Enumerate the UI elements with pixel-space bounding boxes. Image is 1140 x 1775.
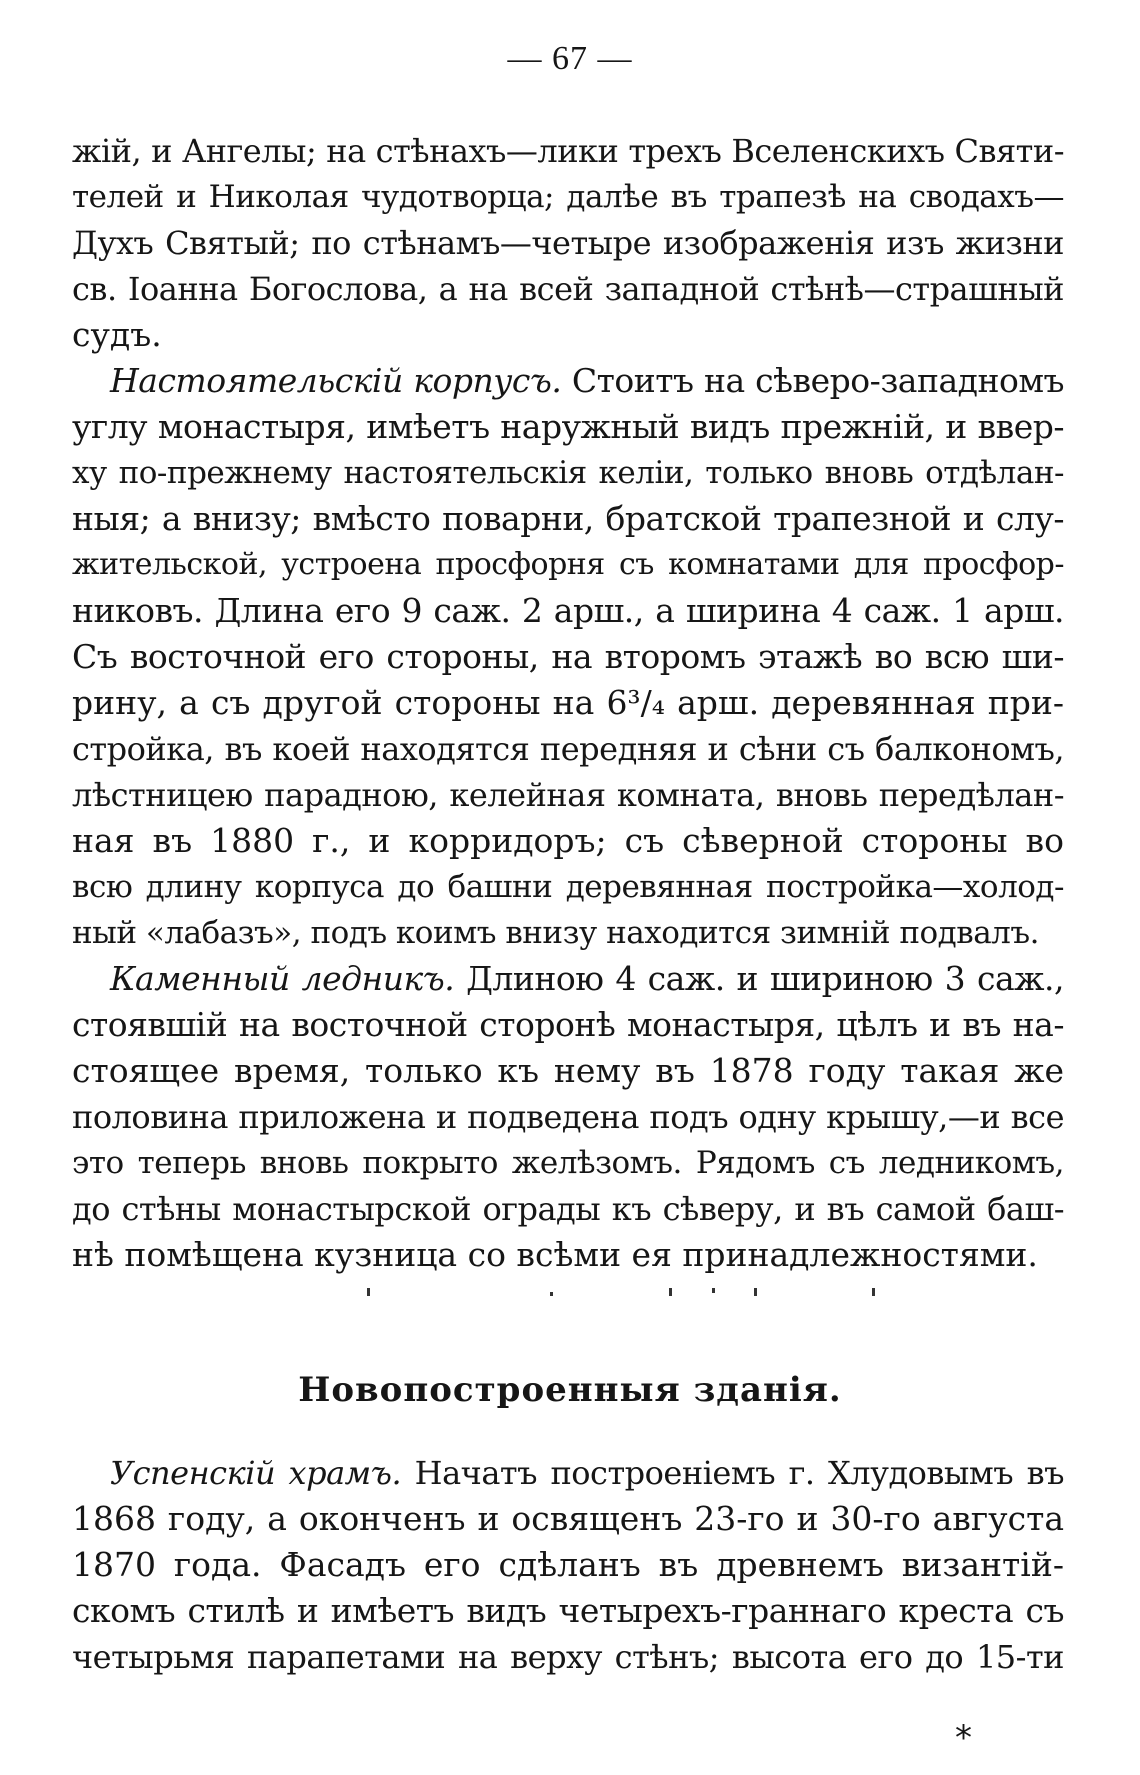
body-text-bottom [72, 1450, 1064, 1680]
text-line: жительской, устроена просфорня съ комнатами для просфор- [72, 547, 1064, 582]
text-line: Духъ Святый; по стѣнамъ—четыре изображенія изъ жизни [72, 224, 1064, 262]
separator-dot [754, 1288, 757, 1296]
text-line: до стѣны монастырской ограды къ сѣверу, и въ самой баш- [72, 1190, 1064, 1228]
text-line: нѣ помѣщена кузница со всѣми ея принадлежностями. [72, 1235, 1038, 1274]
footnote-asterisk: * [955, 1718, 972, 1758]
paragraph-first-rest: Стоитъ на сѣверо-западномъ [561, 361, 1064, 400]
paragraph-first-line [72, 956, 1064, 1002]
paragraph-first-rest: Длиною 4 саж. и шириною 3 саж., [454, 959, 1064, 998]
paragraph-lead: Настоятельскій корпусъ. [110, 361, 562, 400]
text-line: половина приложена и подведена подъ одну крышу,—и все [72, 1098, 1064, 1136]
body-text-top [72, 128, 1064, 1318]
page-number: — 67 — [507, 40, 633, 77]
text-line: это теперь вновь покрыто желѣзомъ. Рядомъ съ ледникомъ, [72, 1145, 1064, 1181]
text-line: св. Іоанна Богослова, а на всей западной стѣнѣ—страшный [72, 270, 1064, 308]
text-line: четырьмя парапетами на верху стѣнъ; высота его до 15-ти [72, 1638, 1064, 1676]
text-line: ху по-прежнему настоятельскія келіи, только вновь отдѣлан- [72, 455, 1064, 491]
text-line: 1868 году, а оконченъ и освященъ 23-го и 30-го августа [72, 1499, 1064, 1538]
text-line: всю длину корпуса до башни деревянная постройка—холод- [72, 869, 1064, 905]
separator-dot [669, 1288, 672, 1296]
section-heading: Новопостроенныя зданія. [298, 1370, 842, 1410]
text-line: ный «лабазъ», подъ коимъ внизу находится зимній подвалъ. [72, 915, 1039, 951]
text-line: скомъ стилѣ и имѣетъ видъ четырехъ-граннаго креста съ [72, 1591, 1064, 1630]
separator-dot [550, 1292, 553, 1296]
text-line: стройка, въ коей находятся передняя и сѣни съ балкономъ, [72, 730, 1064, 768]
separator-dot [712, 1288, 715, 1293]
text-line: Съ восточной его стороны, на второмъ этажѣ во всю ши- [72, 637, 1064, 676]
section-separator [72, 1278, 1064, 1318]
text-line: 1870 года. Фасадъ его сдѣланъ въ древнемъ византій- [72, 1545, 1064, 1584]
paragraph-lead: Успенскій храмъ. [110, 1454, 402, 1492]
text-line: судъ. [72, 315, 162, 354]
text-line: лѣстницею парадною, келейная комната, вновь передѣлан- [72, 776, 1064, 814]
text-line: ная въ 1880 г., и корридоръ; съ сѣверной стороны во [72, 821, 1064, 860]
separator-dot [872, 1288, 875, 1296]
text-line: телей и Николая чудотворца; далѣе въ трапезѣ на сводахъ— [72, 179, 1064, 215]
text-line: стоящее время, только къ нему въ 1878 году такая же [72, 1051, 1064, 1090]
paragraph-first-line [72, 1450, 1064, 1496]
paragraph-lead: Каменный ледникъ. [110, 959, 455, 998]
text-line: углу монастыря, имѣетъ наружный видъ прежній, и ввер- [72, 407, 1064, 446]
paragraph-first-rest: Начатъ построеніемъ г. Хлудовымъ въ [401, 1454, 1065, 1492]
paragraph-first-line [72, 358, 1064, 404]
text-line: стоявшій на восточной сторонѣ монастыря, цѣлъ и въ на- [72, 1005, 1064, 1044]
text-line: рину, а съ другой стороны на 6³/₄ арш. деревянная при- [72, 683, 1064, 722]
text-line: жій, и Ангелы; на стѣнахъ—лики трехъ Вселенскихъ Святи- [72, 132, 1064, 170]
text-line: ныя; а внизу; вмѣсто поварни, братской трапезной и слу- [72, 499, 1064, 538]
separator-dot [367, 1288, 370, 1296]
text-line: никовъ. Длина его 9 саж. 2 арш., а ширина 4 саж. 1 арш. [72, 591, 1064, 630]
